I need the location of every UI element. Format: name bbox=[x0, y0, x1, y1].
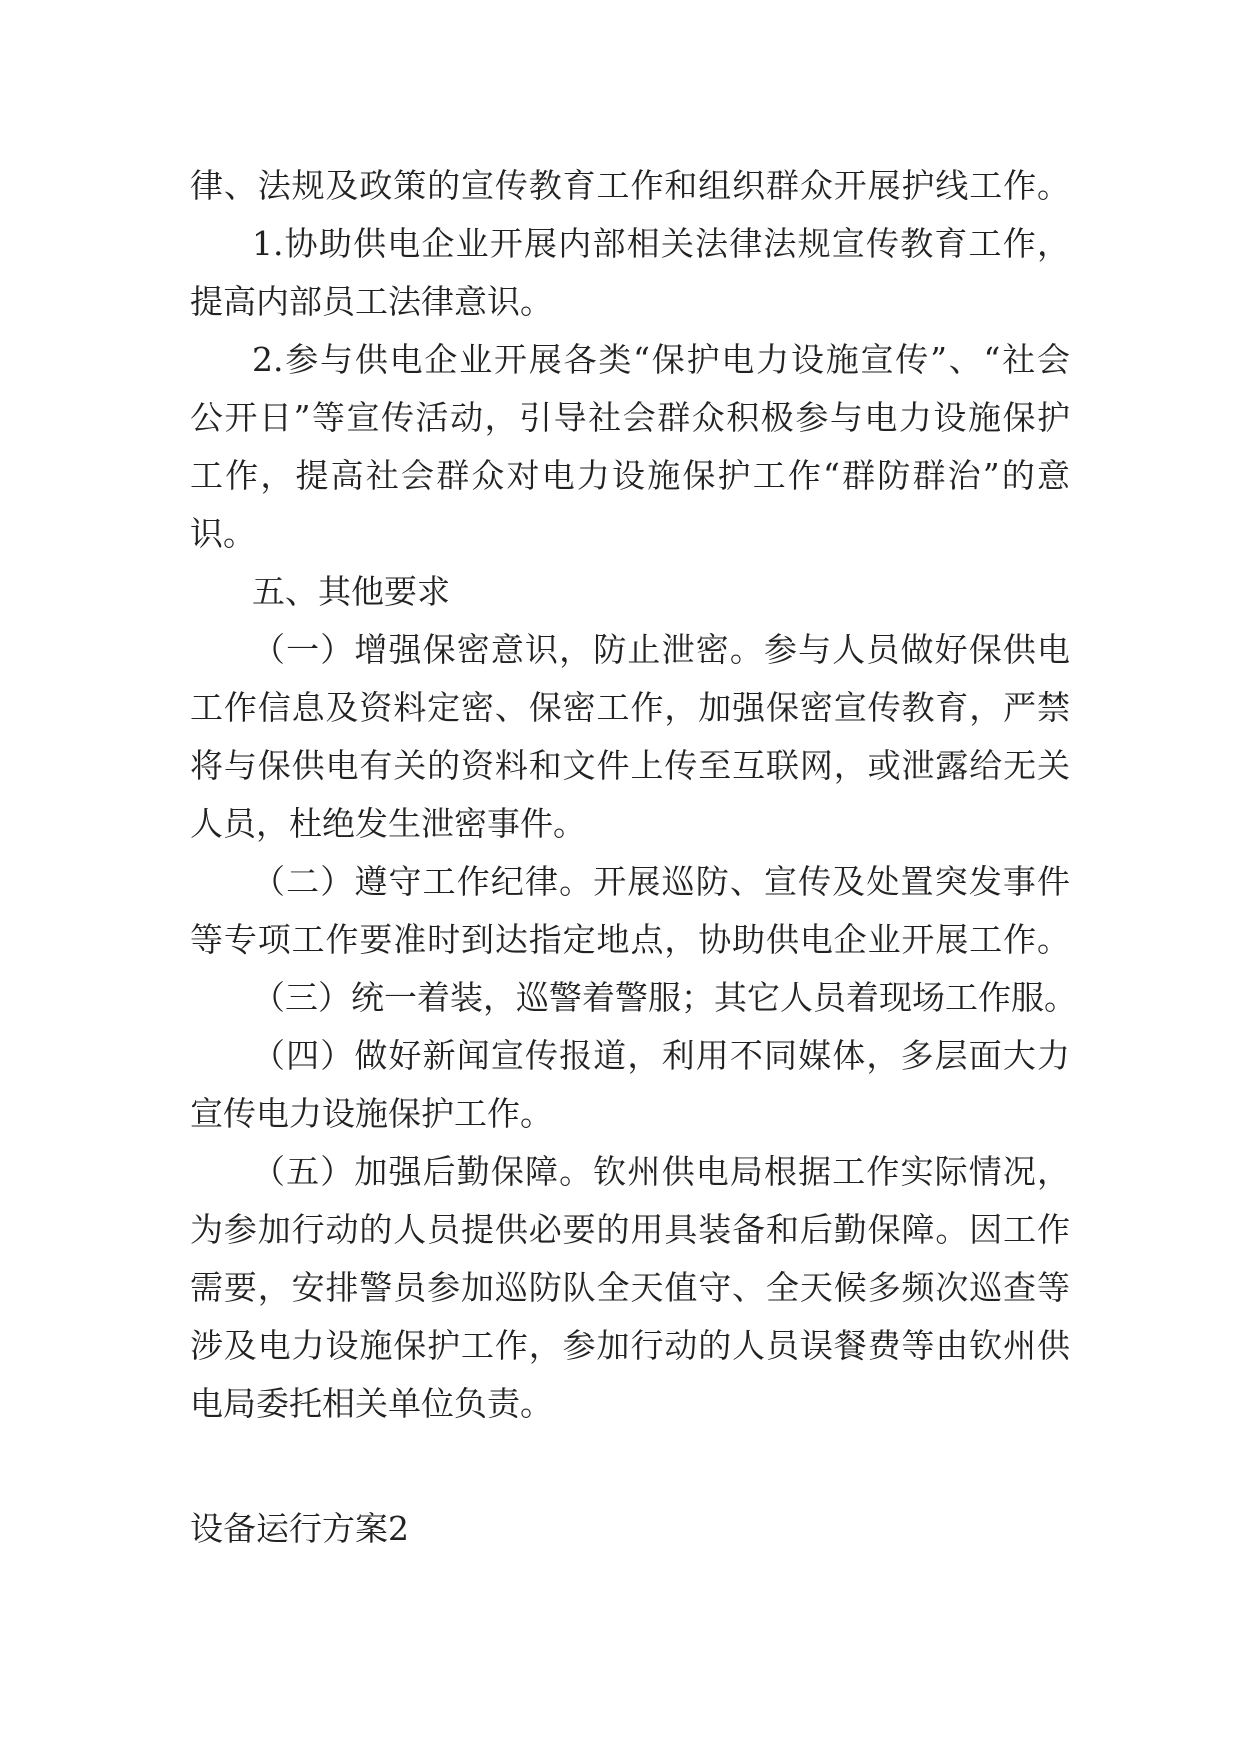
paragraph-line: 1.协助供电企业开展内部相关法律法规宣传教育工作， bbox=[252, 224, 1070, 263]
paragraph-line: 识。 bbox=[190, 514, 256, 553]
next-section-title: 设备运行方案2 bbox=[190, 1509, 409, 1548]
paragraph-line: （二）遵守工作纪律。开展巡防、宣传及处置突发事件 bbox=[252, 862, 1070, 901]
paragraph-line: （三）统一着装，巡警着警服；其它人员着现场工作服。 bbox=[252, 978, 1077, 1017]
paragraph-line: 需要，安排警员参加巡防队全天值守、全天候多频次巡查等 bbox=[190, 1268, 1070, 1307]
paragraph-line: 工作，提高社会群众对电力设施保护工作“群防群治”的意 bbox=[190, 456, 1070, 495]
paragraph-line: 工作信息及资料定密、保密工作，加强保密宣传教育，严禁 bbox=[190, 688, 1070, 727]
paragraph-line: 将与保供电有关的资料和文件上传至互联网，或泄露给无关 bbox=[190, 746, 1070, 785]
paragraph-line: 人员，杜绝发生泄密事件。 bbox=[190, 804, 586, 843]
paragraph-line: （一）增强保密意识，防止泄密。参与人员做好保供电 bbox=[252, 630, 1070, 669]
paragraph-line: 为参加行动的人员提供必要的用具装备和后勤保障。因工作 bbox=[190, 1210, 1070, 1249]
paragraph-line: 提高内部员工法律意识。 bbox=[190, 282, 553, 321]
paragraph-line: （五）加强后勤保障。钦州供电局根据工作实际情况， bbox=[252, 1152, 1070, 1191]
paragraph-line: （四）做好新闻宣传报道，利用不同媒体，多层面大力 bbox=[252, 1036, 1070, 1075]
section-heading: 五、其他要求 bbox=[252, 572, 450, 611]
paragraph-line: 等专项工作要准时到达指定地点，协助供电企业开展工作。 bbox=[190, 920, 1070, 959]
paragraph-line: 电局委托相关单位负责。 bbox=[190, 1384, 553, 1423]
paragraph-line: 涉及电力设施保护工作，参加行动的人员误餐费等由钦州供 bbox=[190, 1326, 1070, 1365]
paragraph-line: 2.参与供电企业开展各类“保护电力设施宣传”、“社会 bbox=[252, 340, 1070, 379]
paragraph-line: 律、法规及政策的宣传教育工作和组织群众开展护线工作。 bbox=[190, 166, 1070, 205]
paragraph-line: 宣传电力设施保护工作。 bbox=[190, 1094, 553, 1133]
paragraph-line: 公开日”等宣传活动，引导社会群众积极参与电力设施保护 bbox=[190, 398, 1070, 437]
